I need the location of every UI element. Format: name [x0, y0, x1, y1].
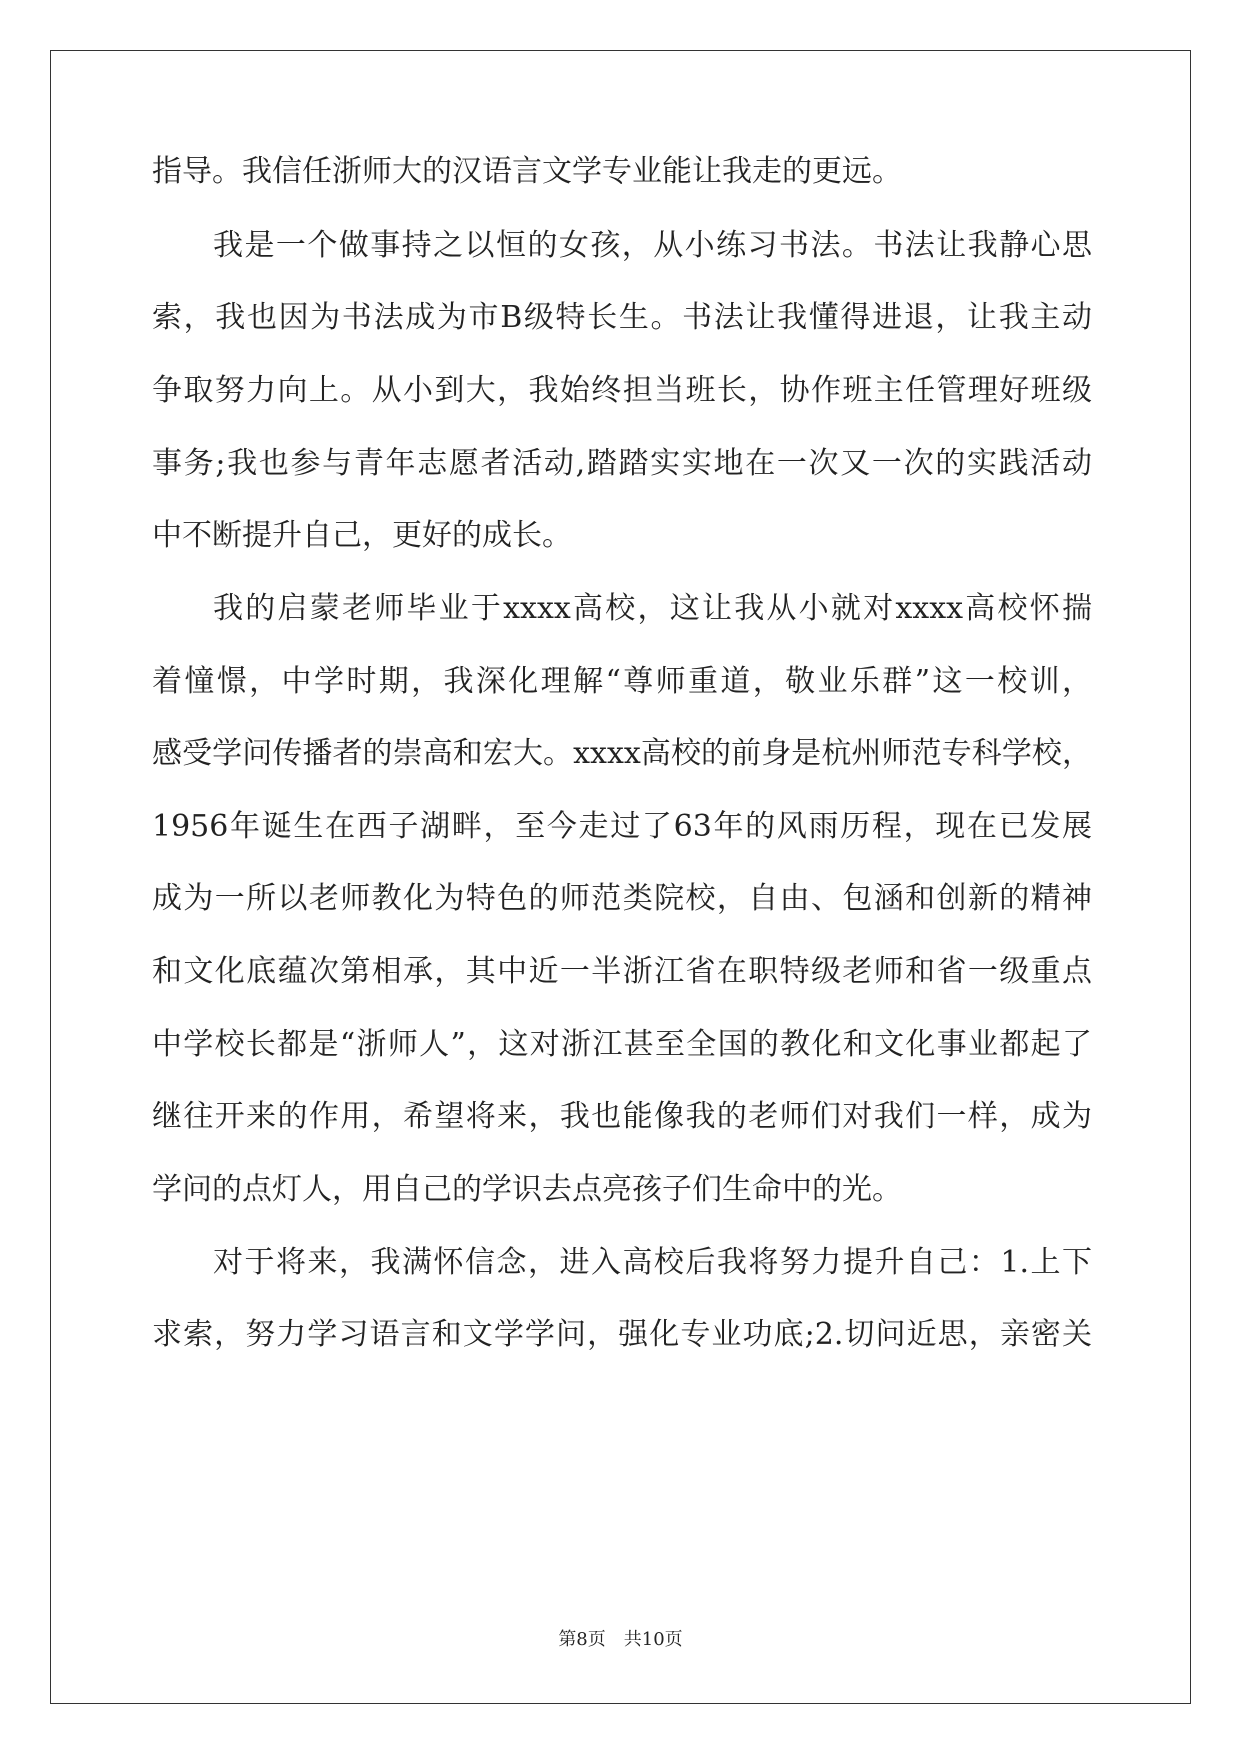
text-line-16: 对于将来，我满怀信念，进入高校后我将努力提升自己：1.上下	[213, 1245, 1092, 1280]
text-line-13: 中学校长都是“浙师人”，这对浙江甚至全国的教化和文化事业都起了	[152, 1027, 1092, 1062]
text-line-9: 感受学问传播者的崇高和宏大。xxxx高校的前身是杭州师范专科学校，	[152, 736, 1092, 771]
text-line-12: 和文化底蕴次第相承，其中近一半浙江省在职特级老师和省一级重点	[152, 954, 1092, 989]
text-line-6: 中不断提升自己，更好的成长。	[152, 518, 572, 553]
text-line-3: 索，我也因为书法成为市B级特长生。书法让我懂得进退，让我主动	[152, 300, 1092, 335]
text-line-17: 求索，努力学习语言和文学学问，强化专业功底;2.切问近思，亲密关	[152, 1317, 1092, 1352]
text-line-14: 继往开来的作用，希望将来，我也能像我的老师们对我们一样，成为	[152, 1099, 1092, 1134]
text-line-7: 我的启蒙老师毕业于xxxx高校，这让我从小就对xxxx高校怀揣	[213, 591, 1092, 626]
page-number-footer: 第8页 共10页	[558, 1629, 683, 1650]
text-line-4: 争取努力向上。从小到大，我始终担当班长，协作班主任管理好班级	[152, 373, 1092, 408]
text-line-8: 着憧憬，中学时期，我深化理解“尊师重道，敬业乐群”这一校训，	[152, 664, 1092, 699]
text-line-2: 我是一个做事持之以恒的女孩，从小练习书法。书法让我静心思	[213, 228, 1092, 263]
text-line-5: 事务;我也参与青年志愿者活动,踏踏实实地在一次又一次的实践活动	[152, 446, 1092, 481]
text-line-1: 指导。我信任浙师大的汉语言文学专业能让我走的更远。	[152, 154, 902, 189]
text-line-11: 成为一所以老师教化为特色的师范类院校，自由、包涵和创新的精神	[152, 881, 1092, 916]
text-line-15: 学问的点灯人，用自己的学识去点亮孩子们生命中的光。	[152, 1172, 902, 1207]
text-line-10: 1956年诞生在西子湖畔，至今走过了63年的风雨历程，现在已发展	[152, 809, 1092, 844]
